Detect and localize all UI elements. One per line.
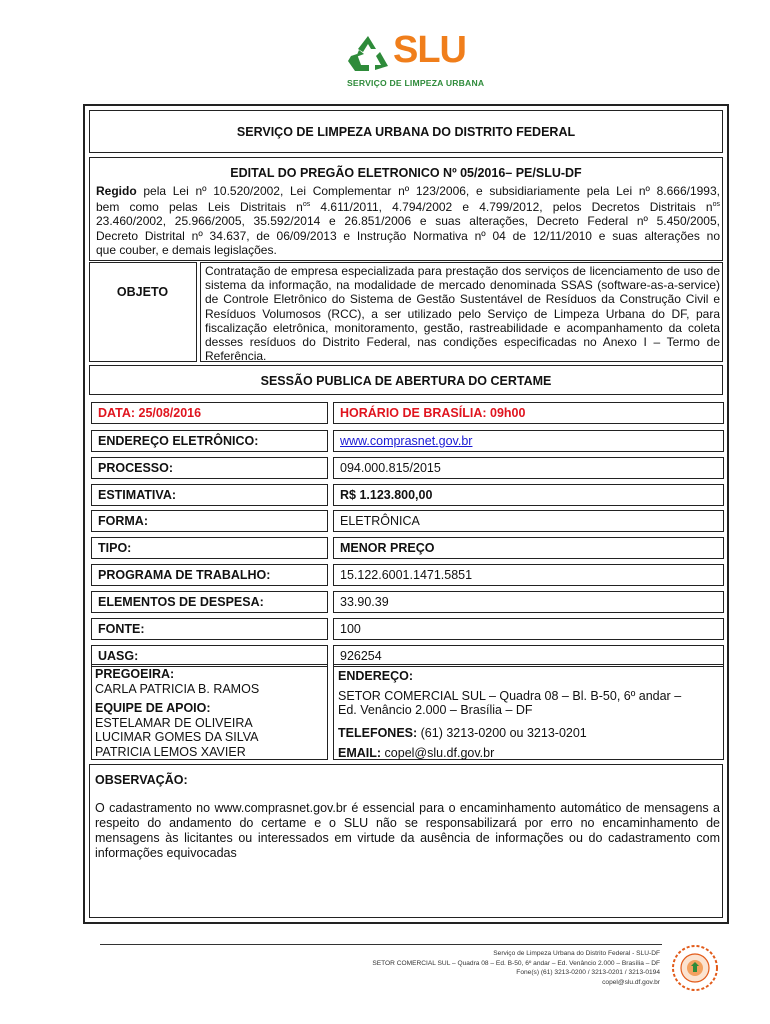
data-horario-row [91, 402, 724, 424]
slu-logo [345, 29, 495, 92]
row-label: FORMA: [91, 510, 328, 532]
equipe-member: LUCIMAR GOMES DA SILVA [95, 730, 259, 744]
regido-line1: pela Lei nº 10.520/2002, Lei Complementar nº 123/2006, e subsidiariamente pela Lei nº 8.666/1993, [136, 184, 720, 198]
equipe-member: ESTELAMAR DE OLIVEIRA [95, 715, 253, 730]
row-label: UASG: [91, 645, 328, 667]
endereco-label: ENDEREÇO: [338, 669, 414, 683]
row-endereco-eletronico [91, 430, 724, 452]
objeto-text: Contratação de empresa especializada para prestação dos serviços de licenciamento de uso de sistema da informação, na modalidade de mercado denominada SSAS (software-as-a-service) de Controle Eletrônico do Sistema de Gestão Sustentável de Resíduos da Construção Civil e Resíduos Volumosos (RCC), a ser utilizado pelo Serviço de Limpeza Urbana do DF, para fiscalização eletrônica, monitoramento, gestão, rastreabilidade e acompanhamento da coleta desses resíduos do Distrito Federal, nas condições especificadas no Anexo I – Termo de Referência. [205, 264, 720, 364]
email-value: copel@slu.df.gov.br [381, 746, 495, 760]
row-fonte [91, 618, 724, 640]
row-value: 094.000.815/2015 [333, 457, 724, 479]
observacao-text: O cadastramento no www.comprasnet.gov.br é essencial para o encaminhamento automático de mensagens a respeito do andamento do certame e o SLU não se responsabilizará por erro no encaminhamento de mensagens às licitantes ou interessados em virtude da ausência de informações ou do cadastramento com informações equivocadas [95, 801, 720, 860]
regido-line2b: 4.611/2011, 4.794/2002 e 4.799/2012, pelos Decretos Distritais n [310, 200, 713, 215]
endereco-line2: Ed. Venâncio 2.000 – Brasília – DF [338, 703, 533, 717]
row-value: ELETRÔNICA [333, 510, 724, 532]
footer-line4: copel@slu.df.gov.br [602, 978, 660, 986]
comprasnet-link[interactable]: www.comprasnet.gov.br [340, 434, 473, 448]
objeto-label-box [89, 262, 197, 362]
pregoeira-name: CARLA PATRICIA B. RAMOS [95, 681, 260, 696]
endereco-line1: SETOR COMERCIAL SUL – Quadra 08 – Bl. B-50, 6º andar – [338, 688, 682, 703]
logo-subtitle: SERVIÇO DE LIMPEZA URBANA [347, 78, 485, 88]
equipe-member: PATRICIA LEMOS XAVIER [95, 744, 246, 759]
regido-sup1: os [302, 201, 311, 209]
row-forma [91, 510, 724, 532]
footer-divider [100, 944, 662, 945]
logo-name: SLU [393, 29, 466, 71]
row-label: TIPO: [91, 537, 328, 559]
row-value: 926254 [333, 645, 724, 667]
footer-line2: SETOR COMERCIAL SUL – Quadra 08 – Ed. B-50, 6º andar – Ed. Venâncio 2.000 – Brasília – DF [372, 959, 660, 967]
row-elementos-despesa [91, 591, 724, 613]
row-label: PROCESSO: [91, 457, 328, 479]
org-title: SERVIÇO DE LIMPEZA URBANA DO DISTRITO FEDERAL [236, 125, 576, 139]
row-value: 15.122.6001.1471.5851 [333, 564, 724, 586]
row-tipo [91, 537, 724, 559]
row-label: ENDEREÇO ELETRÔNICO: [91, 430, 328, 452]
regido-sup2: os [712, 201, 721, 209]
regido-line2a: bem como pelas Leis Distritais n [96, 200, 303, 215]
row-value: 100 [333, 618, 724, 640]
data-cell: DATA: 25/08/2016 [91, 402, 328, 424]
row-estimativa [91, 484, 724, 506]
regido-paragraph [96, 184, 720, 257]
row-processo [91, 457, 724, 479]
regido-line5: que couber, e demais legislações. [96, 242, 277, 257]
row-programa-trabalho [91, 564, 724, 586]
observacao-label: OBSERVAÇÃO: [95, 773, 188, 787]
row-label: ELEMENTOS DE DESPESA: [91, 591, 328, 613]
objeto-label: OBJETO [116, 285, 169, 299]
regido-label: Regido [96, 184, 137, 198]
endereco-block [338, 669, 722, 761]
equipe-label: EQUIPE DE APOIO: [95, 701, 211, 715]
row-label: FONTE: [91, 618, 328, 640]
row-value [333, 430, 724, 452]
footer-line3: Fone(s) (61) 3213-0200 / 3213-0201 / 3213-0194 [516, 969, 660, 977]
regido-line3: 23.460/2002, 25.966/2005, 35.592/2014 e 26.851/2006 e suas alterações, Decreto Federal nº 5.450/2005, [96, 214, 720, 229]
telefones-label: TELEFONES: [338, 725, 418, 740]
row-value: 33.90.39 [333, 591, 724, 613]
objeto-text-box [200, 262, 723, 362]
row-value: MENOR PREÇO [333, 537, 724, 559]
sessao-title: SESSÃO PUBLICA DE ABERTURA DO CERTAME [260, 374, 552, 388]
pregoeira-block [95, 667, 325, 759]
seal-icon [671, 944, 719, 992]
org-title-box [89, 110, 723, 153]
edital-title: EDITAL DO PREGÃO ELETRONICO Nº 05/2016– PE/SLU-DF [230, 166, 582, 180]
sessao-title-box [89, 365, 723, 395]
row-label: PROGRAMA DE TRABALHO: [91, 564, 328, 586]
horario-cell: HORÁRIO DE BRASÍLIA: 09h00 [333, 402, 724, 424]
footer-address [260, 949, 660, 987]
footer-line1: Serviço de Limpeza Urbana do Distrito Federal - SLU-DF [493, 950, 660, 957]
regido-line4: Decreto Distrital nº 34.637, de 06/09/2013 e Instrução Normativa nº 04 de 12/11/2010 e suas alterações no [96, 228, 720, 243]
row-value: R$ 1.123.800,00 [333, 484, 724, 506]
row-label: ESTIMATIVA: [91, 484, 328, 506]
telefones-value: (61) 3213-0200 ou 3213-0201 [417, 725, 587, 740]
recycle-icon [345, 34, 391, 74]
email-label: EMAIL: [338, 746, 382, 760]
pregoeira-label: PREGOEIRA: [95, 667, 175, 681]
